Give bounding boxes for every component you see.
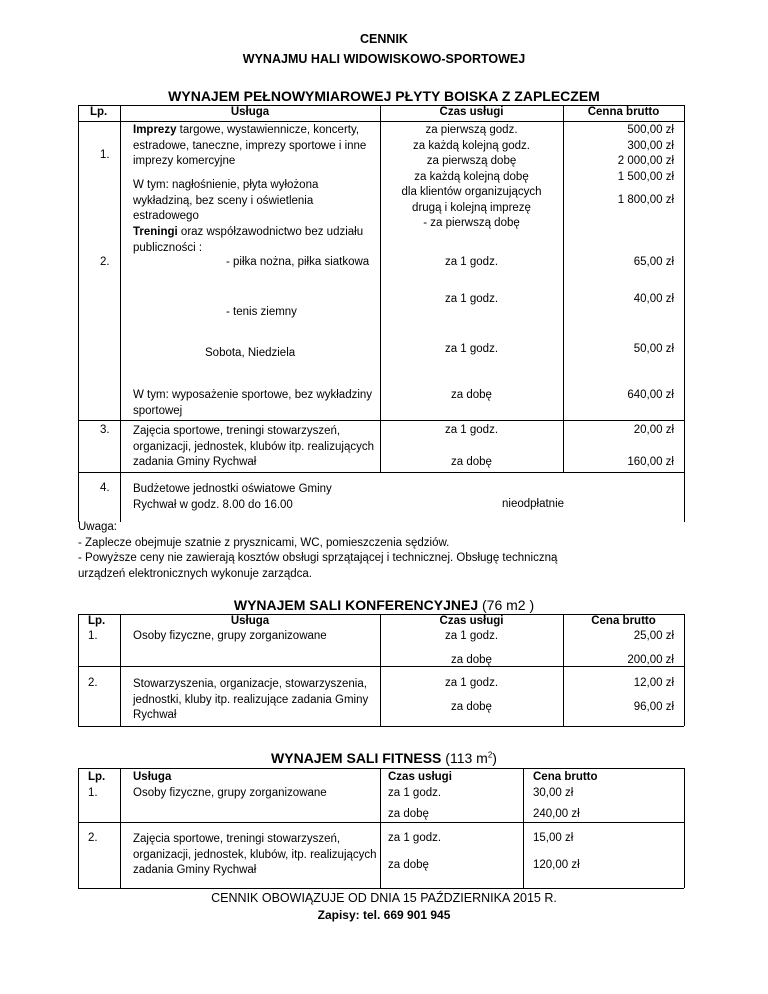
s2-row2-price2: 96,00 zł: [633, 701, 674, 713]
s1-row2-lp: 2.: [100, 256, 110, 268]
s3-row1-desc: Osoby fizyczne, grupy zorganizowane: [133, 787, 327, 799]
s1-row2-sub2-time: za 1 godz.: [444, 293, 499, 305]
s1-row1-time: za każdą kolejną dobę: [414, 170, 529, 183]
s1-row1-time: - za pierwszą dobę: [423, 217, 520, 229]
s3-row1-time1: za 1 godz.: [388, 787, 442, 799]
s3-col-service: Usługa: [133, 771, 172, 783]
s1-row2-sub4-price: 640,00 zł: [627, 389, 674, 401]
s1-row1-price: 300,00 zł: [627, 139, 674, 152]
s1-row1-price: 2 000,00 zł: [617, 155, 674, 167]
s1-row3-lp: 3.: [100, 424, 110, 436]
s1-row4-lp: 4.: [100, 482, 110, 494]
s2-row2-time1: za 1 godz.: [444, 677, 499, 689]
s1-row1-price: 1 500,00 zł: [617, 170, 674, 183]
s1-row2-sub4-time: za dobę: [451, 389, 492, 401]
s2-col-price: Cena brutto: [591, 615, 656, 627]
section1-title: WYNAJEM PEŁNOWYMIAROWEJ PŁYTY BOISKA Z ZAPLECZEM: [168, 88, 600, 104]
s1-row4-desc: Budżetowe jednostki oświatowe Gminy Rychwał w godz. 8.00 do 16.00: [133, 483, 332, 511]
s1-col-time: Czas usługi: [439, 106, 504, 118]
s3-row1-price1: 30,00 zł: [533, 787, 574, 799]
s1-row1-times: [380, 123, 563, 232]
s1-row2-sub3: Sobota, Niedziela: [205, 347, 296, 359]
s1-row2-sub2-price: 40,00 zł: [633, 293, 674, 305]
s1-row1-desc: Imprezy targowe, wystawiennicze, koncerty, estradowe, taneczne, imprezy sportowe i inne imprezy komercyjne: [133, 124, 367, 167]
s1-row2-sub1-price: 65,00 zł: [633, 256, 674, 268]
s3-row2-time1: za 1 godz.: [388, 832, 442, 844]
s2-col-service: Usługa: [230, 615, 270, 627]
s1-row2-sub1: - piłka nożna, piłka siatkowa: [226, 256, 370, 268]
s1-row1-lp: 1.: [100, 149, 110, 161]
s1-row1-time: dla klientów organizujących: [401, 186, 542, 198]
s1-row3-price2: 160,00 zł: [627, 456, 674, 468]
s3-col-price: Cena brutto: [533, 771, 598, 783]
s2-row1-lp: 1.: [88, 630, 98, 642]
document-subtitle: WYNAJMU HALI WIDOWISKOWO-SPORTOWEJ: [242, 52, 526, 66]
s3-row2-price1: 15,00 zł: [533, 832, 574, 844]
s2-row2-desc: Stowarzyszenia, organizacje, stowarzyszenia, jednostki, kluby itp. realizujące zadania Gminy Rychwał: [133, 678, 369, 721]
s1-row3-price1: 20,00 zł: [633, 424, 674, 436]
notes-line: - Powyższe ceny nie zawierają kosztów obsługi sprzątającej i technicznej. Obsługę techniczną: [78, 552, 558, 564]
s1-row2-desc: Treningi oraz współzawodnictwo bez udziału publiczności :: [133, 226, 364, 254]
notes: [78, 520, 688, 582]
s1-col-lp: Lp.: [90, 106, 108, 118]
s2-col-lp: Lp.: [88, 615, 106, 627]
s1-col-service: Usługa: [230, 106, 270, 118]
s1-row2-sub3-time: za 1 godz.: [444, 343, 499, 355]
s3-row2-lp: 2.: [88, 832, 98, 844]
s1-row1-desc2: W tym: nagłośnienie, płyta wyłożona wykładziną, bez sceny i oświetlenia estradowego: [133, 179, 319, 222]
s2-row1-price1: 25,00 zł: [633, 630, 674, 642]
section3-title: WYNAJEM SALI FITNESS (113 $m^2$): [271, 750, 497, 766]
s3-row1-lp: 1.: [88, 787, 98, 799]
s1-row2-sub3-price: 50,00 zł: [633, 343, 674, 355]
s1-row3-time2: za dobę: [451, 456, 492, 468]
s2-row2-price1: 12,00 zł: [633, 677, 674, 689]
s1-row1-prices: [563, 123, 674, 185]
s2-row1-price2: 200,00 zł: [627, 654, 674, 666]
s1-row2-sub1-time: za 1 godz.: [444, 256, 499, 268]
s3-col-time: Czas usługi: [388, 771, 452, 783]
s1-row3-desc: Zajęcia sportowe, treningi stowarzyszeń, organizacji, jednostek, klubów itp. realizujących zadania Gminy Rychwał: [133, 425, 374, 468]
s2-col-time: Czas usługi: [439, 615, 504, 627]
notes-label: Uwaga:: [78, 521, 117, 533]
s3-row1-price2: 240,00 zł: [533, 808, 580, 820]
s1-row1-price: 500,00 zł: [627, 124, 674, 136]
s2-row1-desc: Osoby fizyczne, grupy zorganizowane: [133, 630, 327, 642]
s3-row2-price2: 120,00 zł: [533, 859, 580, 871]
s1-row1-time: za pierwszą dobę: [426, 155, 517, 167]
s1-row3-time1: za 1 godz.: [444, 424, 499, 436]
s3-row1-time2: za dobę: [388, 808, 429, 820]
s2-row2-lp: 2.: [88, 677, 98, 689]
footer-validity: CENNIK OBOWIĄZUJE OD DNIA 15 PAŹDZIERNIKA 2015 R.: [211, 891, 557, 905]
s3-col-lp: Lp.: [88, 771, 106, 783]
s1-row4-value: nieodpłatnie: [502, 498, 565, 510]
s3-row2-desc: Zajęcia sportowe, treningi stowarzyszeń, organizacji, jednostek, klubów, itp. realizujących zadania Gminy Rychwał: [133, 833, 377, 876]
s1-row1-time: za pierwszą godz.: [425, 124, 518, 136]
s2-row1-time1: za 1 godz.: [444, 630, 499, 642]
s1-row1-time: za każdą kolejną godz.: [413, 139, 530, 152]
footer-contact: Zapisy: tel. 669 901 945: [317, 908, 451, 922]
notes-line: urządzeń elektronicznych wykonuje zarządca.: [78, 567, 312, 580]
s1-row1-time: drugą i kolejną imprezę: [412, 201, 531, 214]
s2-row2-time2: za dobę: [451, 701, 492, 713]
section2-title: WYNAJEM SALI KONFERENCYJNEJ (76 m2 ): [233, 597, 535, 613]
notes-line: - Zaplecze obejmuje szatnie z prysznicami, WC, pomieszczenia sędziów.: [78, 536, 450, 549]
s2-row1-time2: za dobę: [451, 654, 492, 666]
s1-col-price: Cenna brutto: [587, 106, 660, 118]
s1-row1-price-extra: 1 800,00 zł: [617, 194, 674, 206]
document-title: CENNIK: [360, 32, 408, 46]
s1-row2-sub2: - tenis ziemny: [226, 306, 297, 318]
s3-row2-time2: za dobę: [388, 859, 429, 871]
s1-row2-sub4: W tym: wyposażenie sportowe, bez wykładziny sportowej: [133, 389, 373, 417]
